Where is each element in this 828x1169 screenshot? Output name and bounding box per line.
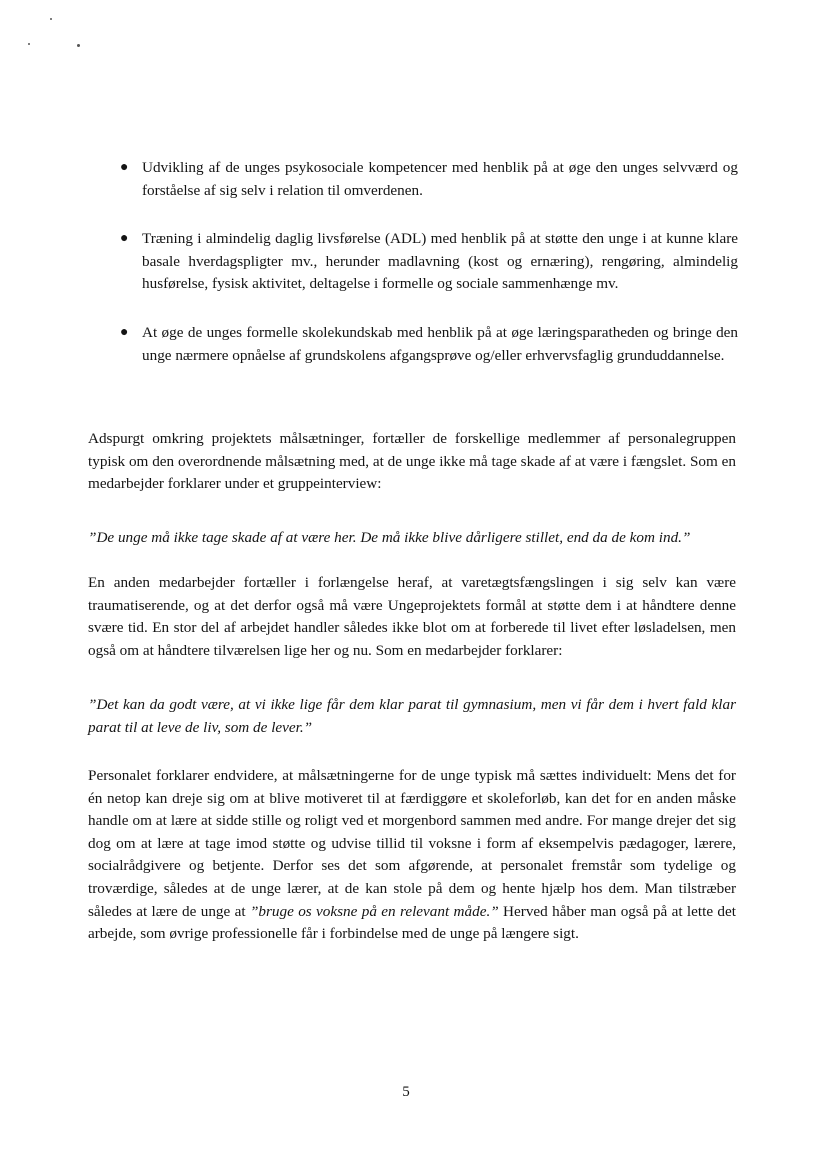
paragraph-text: Personalet forklarer endvidere, at målsætningerne for de unge typisk må sættes individuelt: Mens det for én netop kan dreje sig om at blive motiveret til at færdiggøre et skoleforløb, kan det for en anden måske handle om at lære at sidde stille og roligt ved et morgenbord sammen med andre. For mange drejer det sig dog om at lære at tage imod støtte og udvise tillid til voksne i form af eksempelvis pædagoger, lærere, socialrådgivere og betjente. Derfor ses det som afgørende, at personalet fremstår som tydelige og troværdige, således at de unge lærer, at de kan stole på dem og hente hjælp hos dem. Man tilstræber således at lære de unge at bbox=[88, 767, 736, 920]
scan-speck bbox=[77, 44, 80, 47]
bullet-list bbox=[118, 157, 738, 393]
bullet-text: Udvikling af de unges psykosociale kompetencer med henblik på at øge den unges selvværd og forståelse af sig selv i relation til omverdenen. bbox=[142, 159, 738, 199]
paragraph-individual-goals bbox=[88, 765, 736, 946]
bullet-item bbox=[118, 228, 738, 296]
bullet-dot-icon: ● bbox=[120, 231, 129, 247]
scan-speck bbox=[50, 18, 52, 20]
quote-staff-2: ”Det kan da godt være, at vi ikke lige får dem klar parat til gymnasium, men vi får dem i hvert fald klar parat til at leve de liv, som de lever.” bbox=[88, 696, 736, 736]
scan-speck bbox=[28, 43, 30, 45]
bullet-item bbox=[118, 322, 738, 367]
bullet-dot-icon: ● bbox=[120, 324, 129, 340]
inline-quote: ”bruge os voksne på en relevant måde.” bbox=[249, 902, 499, 920]
quote-staff-1: ”De unge må ikke tage skade af at være her. De må ikke blive dårligere stillet, end da de kom ind.” bbox=[88, 529, 691, 546]
bullet-text: Træning i almindelig daglig livsførelse (ADL) med henblik på at støtte den unge i at kunne klare basale hverdagspligter mv., herunder madlavning (kost og ernæring), rengøring, almindelig husførelse, fysisk aktivitet, deltagelse i formelle og sociale sammenhænge mv. bbox=[142, 230, 738, 293]
bullet-text: At øge de unges formelle skolekundskab med henblik på at øge læringsparatheden og bringe den unge nærmere opnåelse af grundskolens afgangsprøve og/eller erhvervsfaglig grunduddannelse. bbox=[142, 323, 738, 364]
paragraph-text: Herved håber man også på at lette det arbejde, som øvrige professionelle får i forbindelse med de unge på længere sigt. bbox=[88, 902, 736, 943]
bullet-dot-icon: ● bbox=[120, 160, 129, 175]
paragraph-detention: En anden medarbejder fortæller i forlængelse heraf, at varetægtsfængslingen i sig selv kan være traumatiserende, og at det derfor også må være Ungeprojektets formål at støtte dem i at håndtere denne svære tid. En stor del af arbejdet handler således ikke blot om at forberede til livet efter løsladelsen, men også om at håndtere tilværelsen lige her og nu. Som en medarbejder forklarer: bbox=[88, 574, 736, 659]
bullet-item bbox=[118, 157, 738, 202]
page-number: 5 bbox=[402, 1084, 410, 1100]
paragraph-goals: Adspurgt omkring projektets målsætninger, fortæller de forskellige medlemmer af personalegruppen typisk om den overordnende målsætning med, at de unge ikke må tage skade af at være i fængslet. Som en medarbejder forklarer under et gruppeinterview: bbox=[88, 430, 736, 493]
